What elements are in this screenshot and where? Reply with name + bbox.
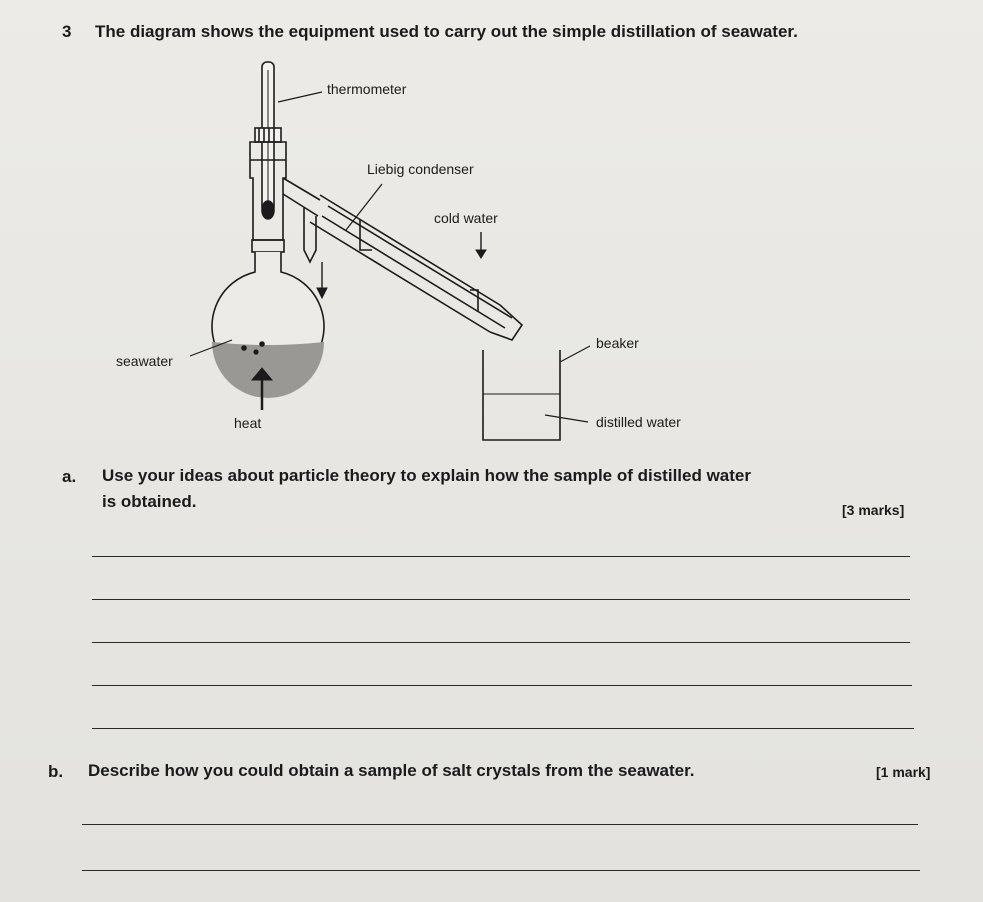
- answer-line-a2[interactable]: [92, 599, 910, 600]
- question-number: 3: [62, 22, 72, 41]
- label-thermometer: thermometer: [327, 81, 407, 97]
- part-a-question: [102, 463, 751, 515]
- part-a-letter: a.: [62, 467, 77, 486]
- beaker: [483, 350, 560, 440]
- answer-line-a4[interactable]: [92, 685, 912, 686]
- part-a-marks: [3 marks]: [842, 502, 905, 518]
- question-stem: The diagram shows the equipment used to carry out the simple distillation of seawater.: [95, 22, 798, 41]
- answer-line-a1[interactable]: [92, 556, 910, 557]
- answer-line-a3[interactable]: [92, 642, 910, 643]
- answer-line-b1[interactable]: [82, 824, 918, 825]
- part-a-line2: is obtained.: [102, 492, 197, 511]
- part-b-marks: [1 mark]: [876, 764, 931, 780]
- label-liebig-condenser: Liebig condenser: [367, 161, 474, 177]
- outflow-arrow: [317, 262, 327, 298]
- part-b-letter: b.: [48, 762, 64, 781]
- side-arm: [283, 178, 320, 262]
- part-b-question: Describe how you could obtain a sample of salt crystals from the seawater.: [88, 761, 695, 780]
- label-distilled-water: distilled water: [596, 414, 681, 430]
- cold-water-arrow: [476, 232, 486, 258]
- part-a-line1: Use your ideas about particle theory to explain how the sample of distilled water: [102, 466, 751, 485]
- distillation-diagram: [0, 50, 983, 450]
- label-seawater: seawater: [116, 353, 173, 369]
- answer-line-b2[interactable]: [82, 870, 920, 871]
- label-heat: heat: [234, 415, 262, 431]
- label-cold-water: cold water: [434, 210, 498, 226]
- label-beaker: beaker: [596, 335, 639, 351]
- answer-line-a5[interactable]: [92, 728, 914, 729]
